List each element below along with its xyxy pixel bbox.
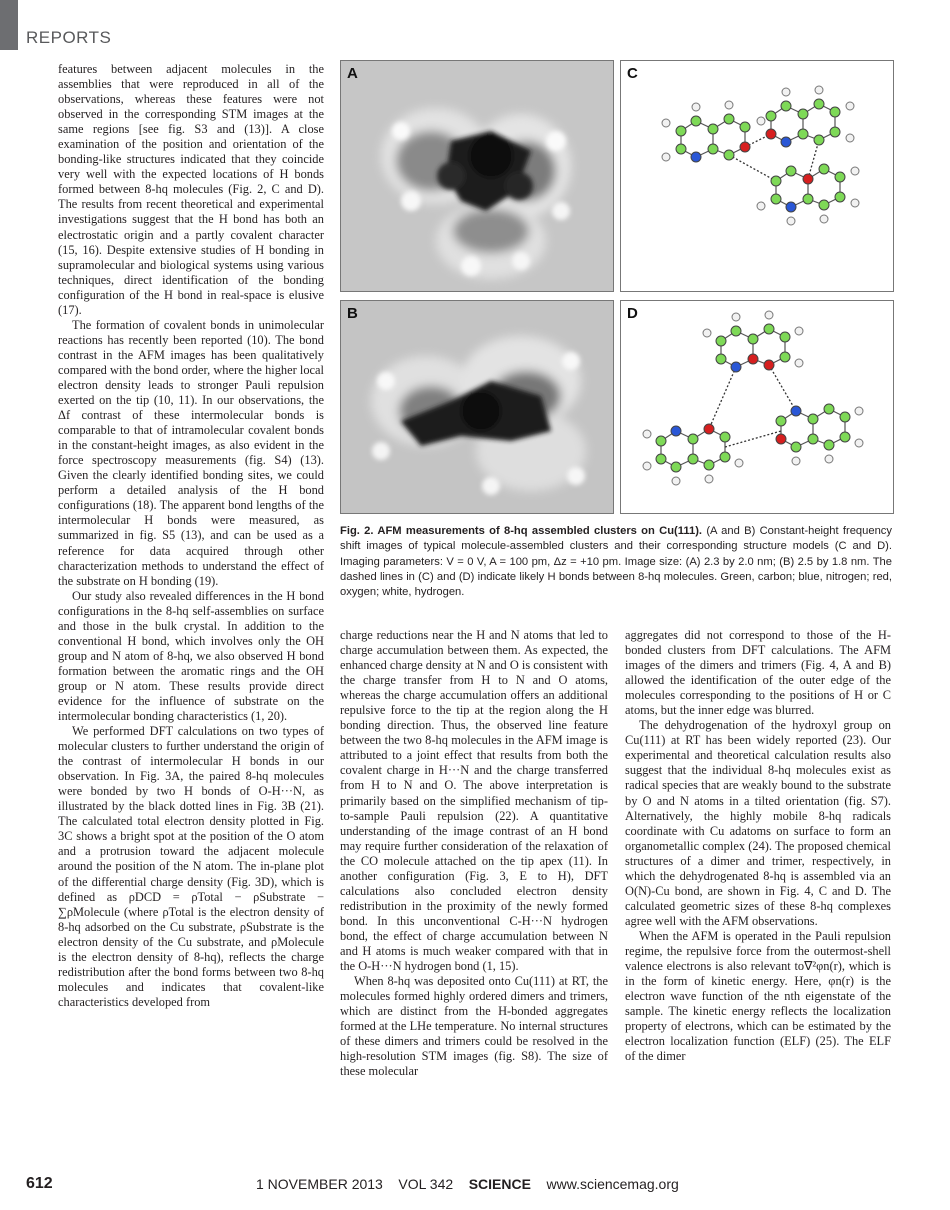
panel-label: C <box>627 65 638 82</box>
paragraph: The formation of covalent bonds in unimolecular reactions has recently been reported (10). The bond contrast in the AFM images has been qualitatively compared with the bond order, where the higher local electron density leads to stronger Pauli repulsion exerted on the tip (10, 11). In our observations, the Δf contrast of these intermolecular bonds is comparable to that of intramolecular covalent bonds in the constant-height images, as also evident in the force spectroscopy measurements (fig. S4) (13). Given the clearly identified bonding sites, we could perform a detailed analysis of the H bond configurations (18). The apparent bond lengths of the intermolecular H bonds were measured, as summarized in fig. S5 (13), and can be used as a reference for data acquired through other characterization methods to understand the effect of the substrate on H bonding (19). <box>58 317 324 588</box>
journal-footer <box>256 1176 679 1192</box>
paragraph: When the AFM is operated in the Pauli repulsion regime, the repulsive force from the outermost-shell valence electrons is also relevant to∇²φn(r), which is in the form of kinetic energy. Here, φn(r) is the electron wave function of the nth eigenstate of the sample. The kinetic energy reflects the localization property of electrons, which can be estimated by the electron localization function (ELF) (25). The ELF of the dimer <box>625 928 891 1064</box>
afm-image-a <box>341 61 613 291</box>
journal-name: SCIENCE <box>468 1176 531 1192</box>
structure-model-panel-d <box>620 300 894 514</box>
paragraph: We performed DFT calculations on two types of molecular clusters to further understand the origin of the contrast of intermolecular H bonds in our observation. In Fig. 3A, the paired 8-hq molecules were bonded by two H bonds of O-H···N, as illustrated by the black dotted lines in Fig. 3B (21). The calculated total electron density plotted in Fig. 3C shows a bright spot at the position of the O atom and a protrusion toward the adjacent molecule around the position of the N atom. The in-plane plot of the differential charge density (Fig. 3D), which is defined as ρDCD = ρTotal − ρSubstrate − ∑ρMolecule (where ρTotal is the electron density of 8-hq adsorbed on the Cu substrate, ρSubstrate is the electron density of the Cu substrate, and ρMolecule is the electron density of 8-hq), reflects the charge redistribution after the bond forms between two 8-hq molecules and indicates that covalent-like characteristics developed from <box>58 724 324 1009</box>
afm-image-panel-b <box>340 300 614 514</box>
paragraph: charge reductions near the H and N atoms that led to charge accumulation between them. As expected, the enhanced charge density at N and O is consistent with the charge transfer from H to N and O atoms, whereas the charge accumulation offers an additional repulsive force to the tip at the region along the H bonding direction. Thus, the observed line feature between the two 8-hq molecules in the AFM image is attributed to a joint effect that results from both the covalent charge in H···N and the charge transferred from H to N and O. The above interpretation is primarily based on the simplified mechanism of tip-to-sample Pauli repulsion (22). A quantitative understanding of the image contrast of an H bond may require further consideration of the relaxation of the CO molecule attached on the tip apex (11). In another configuration (Fig. 3, E to H), DFT calculations also concluded electron density redistribution in the proximity of the newly formed bond. In this unconventional C-H···N hydrogen bond, the effect of charge accumulation between N and H atoms is much weaker compared with that in the O-H···N hydrogen bond (1, 15). <box>340 628 608 974</box>
paragraph: The dehydrogenation of the hydroxyl group on Cu(111) at RT has been widely reported (23). Our experimental and theoretical calculation results also suggest that the individual 8-hq molecules exist as radical species that are weakly bound to the substrate by O and N atoms in a tilted orientation (fig. S7). Alternatively, the highly mobile 8-hq radicals coordinate with Cu adatoms on surface to form an organometallic complex (24). The proposed chemical structures of a dimer and trimer, respectively, in which the dehydrogenated 8-hq is assembled via an O(N)-Cu bond, are shown in Fig. 4, C and D. The calculated geometric sizes of these 8-hq complexes agree well with the AFM observations. <box>625 718 891 928</box>
structure-model-d <box>621 301 893 513</box>
text-column-1 <box>58 62 324 1162</box>
section-header: REPORTS <box>26 28 112 47</box>
caption-body: (A and B) Constant-height frequency shift images of typical molecule-assembled clusters and their corresponding structure models (C and D). Imaging parameters: V = 0 V, A = 100 pm, Δz = +10 pm. Image size: (A) 2.3 by 2.0 nm; (B) 2.5 by 1.8 nm. The dashed lines in (C) and (D) indicate likely H bonds between 8-hq molecules. Green, carbon; blue, nitrogen; red, oxygen; white, hydrogen. <box>340 525 892 599</box>
paragraph: aggregates did not correspond to those of the H-bonded clusters from DFT calculations. The AFM images of the dimers and trimers (Fig. 4, A and B) allowed the identification of the outer edge of the molecules corresponding to the positions of H or C atoms, but the inner edge was blurred. <box>625 628 891 718</box>
atoms-d <box>643 311 863 485</box>
section-tab-marker <box>0 0 18 50</box>
afm-image-panel-a <box>340 60 614 292</box>
volume: VOL 342 <box>398 1176 454 1192</box>
structure-model-c <box>621 61 893 291</box>
panel-label: D <box>627 305 638 322</box>
paragraph: features between adjacent molecules in the assemblies that were reproduced in all of the observations, whereas these features were not observed in the corresponding STM images at the same regions [see fig. S3 and (13)]. A close examination of the position and orientation of the bonding-like structures indicated that they coincide very well with the expected locations of H bonds formed between 8-hq molecules (Fig. 2, C and D). The results from recent theoretical and experimental investigations suggest that the H bond has both an electrostatic origin and a partly covalent character (15, 16). Despite extensive studies of H bonding in supramolecular and biological systems using various techniques, direct identification of the bonding configuration of the H bond in real-space is elusive (17). <box>58 62 324 317</box>
figure-caption <box>340 524 892 600</box>
caption-lead: Fig. 2. AFM measurements of 8-hq assembled clusters on Cu(111). <box>340 525 703 537</box>
text-column-3 <box>625 628 891 1168</box>
panel-label: A <box>347 65 358 82</box>
text-column-2 <box>340 628 608 1168</box>
paragraph: When 8-hq was deposited onto Cu(111) at RT, the molecules formed highly ordered dimers and trimers, which are distinct from the H-bonded aggregates formed at the LHe temperature. No internal structures of these dimers and trimers could be resolved in the high-resolution STM images (fig. S8). The size of these molecular <box>340 974 608 1079</box>
issue-date: 1 NOVEMBER 2013 <box>256 1176 383 1192</box>
journal-url: www.sciencemag.org <box>546 1176 679 1192</box>
page-number: 612 <box>26 1175 53 1192</box>
panel-label: B <box>347 305 358 322</box>
atoms-c <box>662 86 859 225</box>
structure-model-panel-c <box>620 60 894 292</box>
afm-image-b <box>341 301 613 513</box>
figure-2 <box>340 60 892 515</box>
paragraph: Our study also revealed differences in the H bond configurations in the 8-hq self-assemblies on surface and those in the bulk crystal. In addition to the conventional H bond, which involves only the OH group and N atom of 8-hq, we also observed H bond formation between the aromatic rings and the OH group or N atom. These results provide direct evidence for the influence of substrate on the intermolecular bonding characteristics (1, 20). <box>58 588 324 724</box>
